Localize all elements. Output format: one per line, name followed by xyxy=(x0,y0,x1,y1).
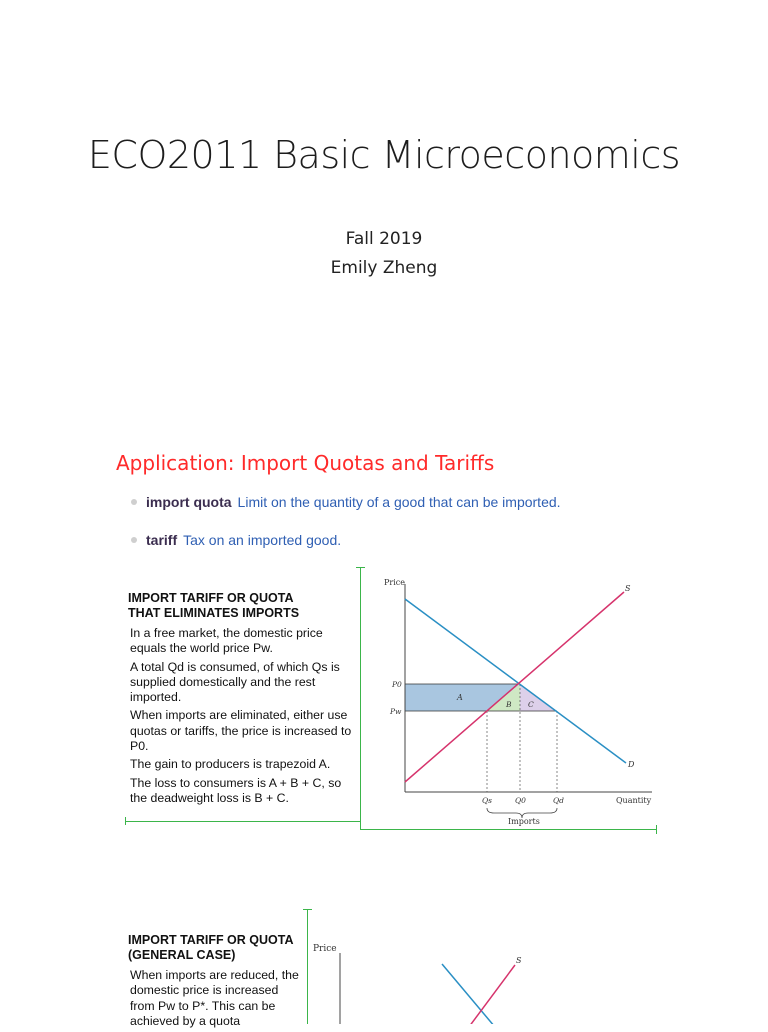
demand-curve xyxy=(405,599,626,763)
panel1-frame-bottom-left xyxy=(125,821,361,822)
instructor-name: Emily Zheng xyxy=(330,258,438,278)
panel1-heading-line1: IMPORT TARIFF OR QUOTA xyxy=(128,591,294,605)
imports-label: Imports xyxy=(508,817,540,826)
bullet-definition: Tax on an imported good. xyxy=(183,532,342,548)
panel1-heading-line2: THAT ELIMINATES IMPORTS xyxy=(128,606,300,620)
demand-label: D xyxy=(628,760,635,769)
p0-label: P0 xyxy=(392,680,402,689)
panel2-graph xyxy=(310,935,570,1024)
bullet-import-quota xyxy=(131,494,561,510)
price-axis-label: Price xyxy=(313,944,337,954)
panel2-frame-tick xyxy=(303,909,312,910)
panel2-frame-divider xyxy=(307,909,308,1024)
panel1-paragraphs xyxy=(130,626,354,806)
bullet-term: import quota xyxy=(146,494,232,510)
panel1-paragraph: When imports are eliminated, either use quotas or tariffs, the price is increased to P0. xyxy=(130,708,352,754)
panel1-paragraph: The gain to producers is trapezoid A. xyxy=(130,757,331,772)
price-axis-label: Price xyxy=(384,578,405,587)
supply-label: S xyxy=(625,584,631,593)
supply-label: S xyxy=(516,956,522,965)
area-c-label: C xyxy=(528,700,534,709)
panel1-frame-tick xyxy=(125,817,126,825)
section-title: Application: Import Quotas and Tariffs xyxy=(116,451,495,475)
qd-label: Qd xyxy=(553,796,564,805)
q0-label: Q0 xyxy=(515,796,526,805)
panel1-frame-bottom-right xyxy=(360,829,657,830)
panel2-paragraphs xyxy=(130,968,304,1029)
bullet-dot-icon xyxy=(131,537,137,543)
panel1-frame-tick xyxy=(356,567,365,568)
panel1-text-block xyxy=(128,591,354,809)
bullet-term: tariff xyxy=(146,532,178,548)
panel2-text-block xyxy=(128,933,304,1032)
panel1-heading xyxy=(128,591,354,621)
bullet-dot-icon xyxy=(131,499,137,505)
panel2-heading-line2: (GENERAL CASE) xyxy=(128,948,236,962)
panel1-paragraph: A total Qd is consumed, of which Qs is supplied domestically and the rest imported. xyxy=(130,659,340,705)
pw-label: Pw xyxy=(390,707,402,716)
bullet-definition: Limit on the quantity of a good that can be imported. xyxy=(237,494,561,510)
course-title: ECO2011 Basic Microeconomics xyxy=(87,133,681,177)
panel2-paragraph: When imports are reduced, the domestic price is increased from Pw to P*. This can be achieved by a quota xyxy=(130,968,299,1028)
panel2-heading xyxy=(128,933,304,963)
bullet-tariff xyxy=(131,532,341,548)
area-a-label: A xyxy=(457,693,463,702)
quantity-axis-label: Quantity xyxy=(616,796,652,805)
panel1-frame-divider xyxy=(360,567,361,830)
demand-curve xyxy=(442,964,500,1024)
qs-label: Qs xyxy=(482,796,492,805)
panel2-heading-line1: IMPORT TARIFF OR QUOTA xyxy=(128,933,294,947)
panel1-paragraph: In a free market, the domestic price equals the world price Pw. xyxy=(130,626,323,656)
panel1-graph xyxy=(370,570,660,828)
area-b-label: B xyxy=(506,700,512,709)
term-label: Fall 2019 xyxy=(345,229,423,249)
panel1-paragraph: The loss to consumers is A + B + C, so the deadweight loss is B + C. xyxy=(130,775,342,805)
